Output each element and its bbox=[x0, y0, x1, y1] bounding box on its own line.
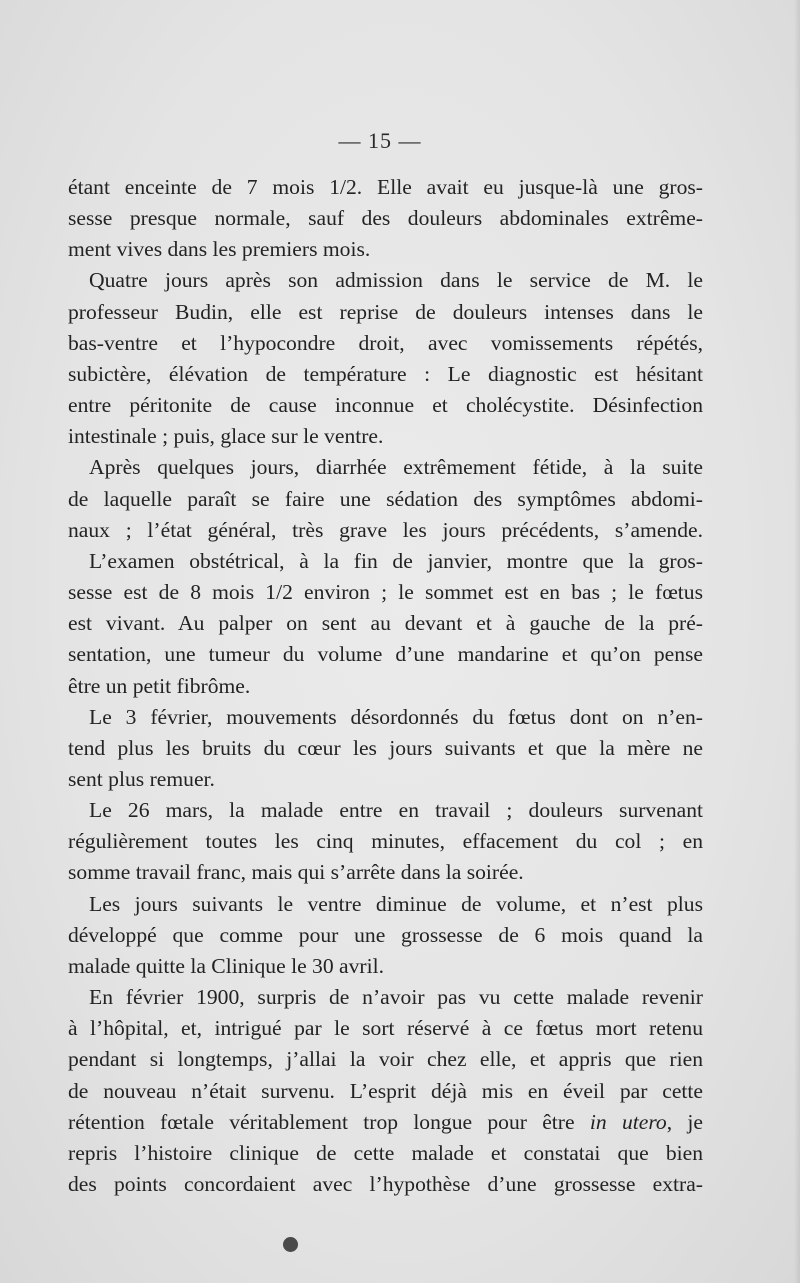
text-line: tend plus les bruits du cœur les jours suivants et que la mère ne bbox=[68, 735, 703, 760]
text-line: Quatre jours après son admission dans le service de M. le bbox=[89, 268, 703, 293]
paragraph bbox=[68, 452, 703, 545]
text-line: à l’hôpital, et, intrigué par le sort réservé à ce fœtus mort retenu bbox=[68, 1016, 703, 1041]
italic-phrase: in utero bbox=[589, 1109, 667, 1134]
text-line: sesse presque normale, sauf des douleurs abdominales extrême- bbox=[68, 206, 703, 231]
text-line: somme travail franc, mais qui s’arrête dans la soirée. bbox=[68, 860, 524, 885]
ink-dot-ornament bbox=[283, 1237, 298, 1252]
text-line: En février 1900, surpris de n’avoir pas vu cette malade revenir bbox=[89, 985, 703, 1010]
text-line: de laquelle paraît se faire une sédation des symptômes abdomi- bbox=[68, 486, 703, 511]
text-line: Les jours suivants le ventre diminue de volume, et n’est plus bbox=[89, 891, 703, 916]
paragraph bbox=[68, 889, 703, 982]
text-line: repris l’histoire clinique de cette malade et constatai que bien bbox=[68, 1140, 703, 1165]
text-line: naux ; l’état général, très grave les jours précédents, s’amende. bbox=[68, 517, 703, 542]
text-line: développé que comme pour une grossesse de 6 mois quand la bbox=[68, 922, 703, 947]
text-line: ment vives dans les premiers mois. bbox=[68, 237, 371, 262]
paragraph bbox=[68, 172, 703, 265]
text-line: de nouveau n’était survenu. L’esprit déjà mis en éveil par cette bbox=[68, 1078, 703, 1103]
text-line: entre péritonite de cause inconnue et cholécystite. Désinfection bbox=[68, 393, 703, 418]
paragraph bbox=[68, 265, 703, 452]
text-line: professeur Budin, elle est reprise de douleurs intenses dans le bbox=[68, 299, 703, 324]
text-line: Après quelques jours, diarrhée extrêmement fétide, à la suite bbox=[89, 455, 703, 480]
text-line: pendant si longtemps, j’allai la voir chez elle, et appris que rien bbox=[68, 1047, 703, 1072]
body-text bbox=[68, 172, 703, 1200]
text-line: sentation, une tumeur du volume d’une mandarine et qu’on pense bbox=[68, 642, 703, 667]
text-line: subictère, élévation de température : Le diagnostic est hésitant bbox=[68, 361, 703, 386]
text-line: L’examen obstétrical, à la fin de janvier, montre que la gros- bbox=[89, 548, 703, 573]
page-number: — 15 — bbox=[338, 128, 422, 153]
text-line: être un petit fibrôme. bbox=[68, 673, 251, 698]
text-line: des points concordaient avec l’hypothèse d’une grossesse extra- bbox=[68, 1172, 703, 1196]
text-line: malade quitte la Clinique le 30 avril. bbox=[68, 953, 385, 978]
text-line bbox=[68, 1107, 703, 1138]
text-line: Le 26 mars, la malade entre en travail ; douleurs survenant bbox=[89, 798, 703, 823]
text-line: sent plus remuer. bbox=[68, 766, 215, 791]
text-line: sesse est de 8 mois 1/2 environ ; le sommet est en bas ; le fœtus bbox=[68, 580, 703, 605]
text-line: est vivant. Au palper on sent au devant et à gauche de la pré- bbox=[68, 611, 703, 636]
text-line: régulièrement toutes les cinq minutes, effacement du col ; en bbox=[68, 829, 703, 854]
paragraph bbox=[68, 546, 703, 702]
paragraph bbox=[68, 982, 703, 1200]
text-segment: , je bbox=[666, 1109, 703, 1134]
paragraph bbox=[68, 795, 703, 888]
text-line: bas-ventre et l’hypocondre droit, avec vomissements répétés, bbox=[68, 330, 703, 355]
text-segment: rétention fœtale véritablement trop longue pour être bbox=[68, 1109, 590, 1134]
paragraph bbox=[68, 702, 703, 795]
text-line: intestinale ; puis, glace sur le ventre. bbox=[68, 424, 384, 449]
text-line: Le 3 février, mouvements désordonnés du fœtus dont on n’en- bbox=[89, 704, 703, 729]
text-line: étant enceinte de 7 mois 1/2. Elle avait eu jusque-là une gros- bbox=[68, 175, 703, 199]
